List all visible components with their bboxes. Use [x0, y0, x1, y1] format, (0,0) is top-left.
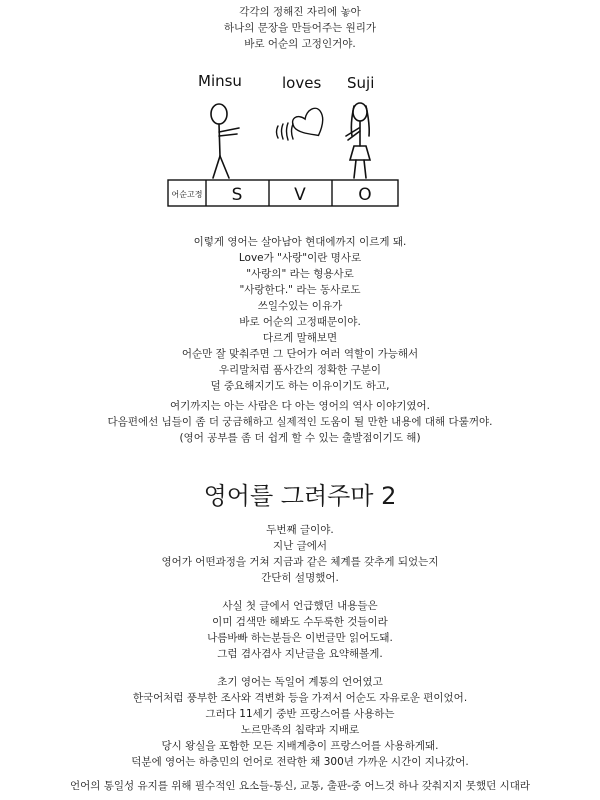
text-line: 한국어처럼 풍부한 조사와 격변화 등을 가져서 어순도 자유로운 편이었어. — [132, 692, 468, 704]
text-line: 쓰일수있는 이유가 — [257, 300, 343, 312]
section-next-preview — [0, 398, 600, 446]
section-intro-second — [0, 522, 600, 586]
section-history-summary — [0, 674, 600, 770]
text-line: 지난 글에서 — [272, 540, 328, 552]
svo-illustration — [164, 66, 404, 208]
text-line: 초기 영어는 독일어 계통의 언어였고 — [217, 676, 383, 688]
suji-figure — [346, 103, 370, 178]
heart-icon — [277, 106, 329, 142]
text-line: 어순만 잘 맞춰주면 그 단어가 여러 역할이 가능해서 — [181, 348, 419, 360]
text-line: 영어가 어떤과정을 거쳐 지금과 같은 체계를 갖추게 되었는지 — [161, 556, 439, 568]
text-line: 바로 어순의 고정때문이야. — [239, 316, 361, 328]
text-line: 두번째 글이야. — [266, 524, 334, 536]
post-title: 영어를 그려주마 2 — [203, 482, 397, 510]
subject-cell: S — [231, 185, 243, 205]
text-line: 간단히 설명했어. — [261, 572, 339, 584]
object-label: Suji — [347, 74, 375, 92]
text-line: 언어의 통일성 유지를 위해 필수적인 요소들-통신, 교통, 출판-중 어느것 하나 갖춰지지 못했던 시대라 — [69, 780, 531, 792]
text-line: 우리말처럼 품사간의 정확한 구분이 — [218, 364, 382, 376]
text-line: 덜 중요해지기도 하는 이유이기도 하고, — [210, 380, 390, 392]
subject-label: Minsu — [198, 72, 242, 90]
text-line: Love가 "사랑"이란 명사로 — [238, 252, 362, 264]
text-line: "사랑한다." 라는 동사로도 — [239, 284, 361, 296]
text-line: 노르만족의 침략과 지배로 — [240, 724, 360, 736]
text-line: 다르게 말해보면 — [262, 332, 338, 344]
svo-drawing — [164, 66, 404, 208]
text-line: 그러다 11세기 중반 프랑스어를 사용하는 — [205, 708, 395, 720]
section-history-conclusion — [0, 234, 600, 394]
text-line: 하나의 문장을 만들어주는 원리가 — [223, 22, 376, 34]
text-line: 이렇게 영어는 살아남아 현대에까지 이르게 돼. — [193, 236, 407, 248]
minsu-figure — [211, 104, 239, 178]
intro-text — [0, 4, 600, 52]
text-line: 덕분에 영어는 하층민의 언어로 전락한 채 300년 가까운 시간이 지나갔어. — [131, 756, 469, 768]
text-line: "사랑의" 라는 형용사로 — [246, 268, 354, 280]
text-line: (영어 공부를 좀 더 쉽게 할 수 있는 출발점이기도 해) — [179, 432, 421, 444]
text-line: 나름바빠 하는분들은 이번글만 읽어도돼. — [207, 632, 393, 644]
table-row-label: 어순고정 — [171, 190, 203, 199]
text-line: 바로 어순의 고정인거야. — [244, 38, 356, 50]
text-line: 그럼 겸사겸사 지난글을 요약해볼게. — [217, 648, 383, 660]
text-line: 사실 첫 글에서 언급했던 내용들은 — [222, 600, 378, 612]
section-footer — [0, 778, 600, 794]
text-line: 여기까지는 아는 사람은 다 아는 영어의 역사 이야기였어. — [170, 400, 430, 412]
verb-label: loves — [282, 74, 322, 92]
text-line: 각각의 정해진 자리에 놓아 — [239, 6, 361, 18]
text-line: 다음편에선 님들이 좀 더 궁금해하고 실제적인 도움이 될 만한 내용에 대해 다룰꺼야. — [107, 416, 493, 428]
verb-cell: V — [294, 185, 306, 205]
text-line: 당시 왕실을 포함한 모든 지배계층이 프랑스어를 사용하게돼. — [161, 740, 439, 752]
object-cell: O — [358, 185, 372, 205]
text-line: 이미 검색만 해봐도 수두룩한 것들이라 — [212, 616, 388, 628]
section-summary-intro — [0, 598, 600, 662]
